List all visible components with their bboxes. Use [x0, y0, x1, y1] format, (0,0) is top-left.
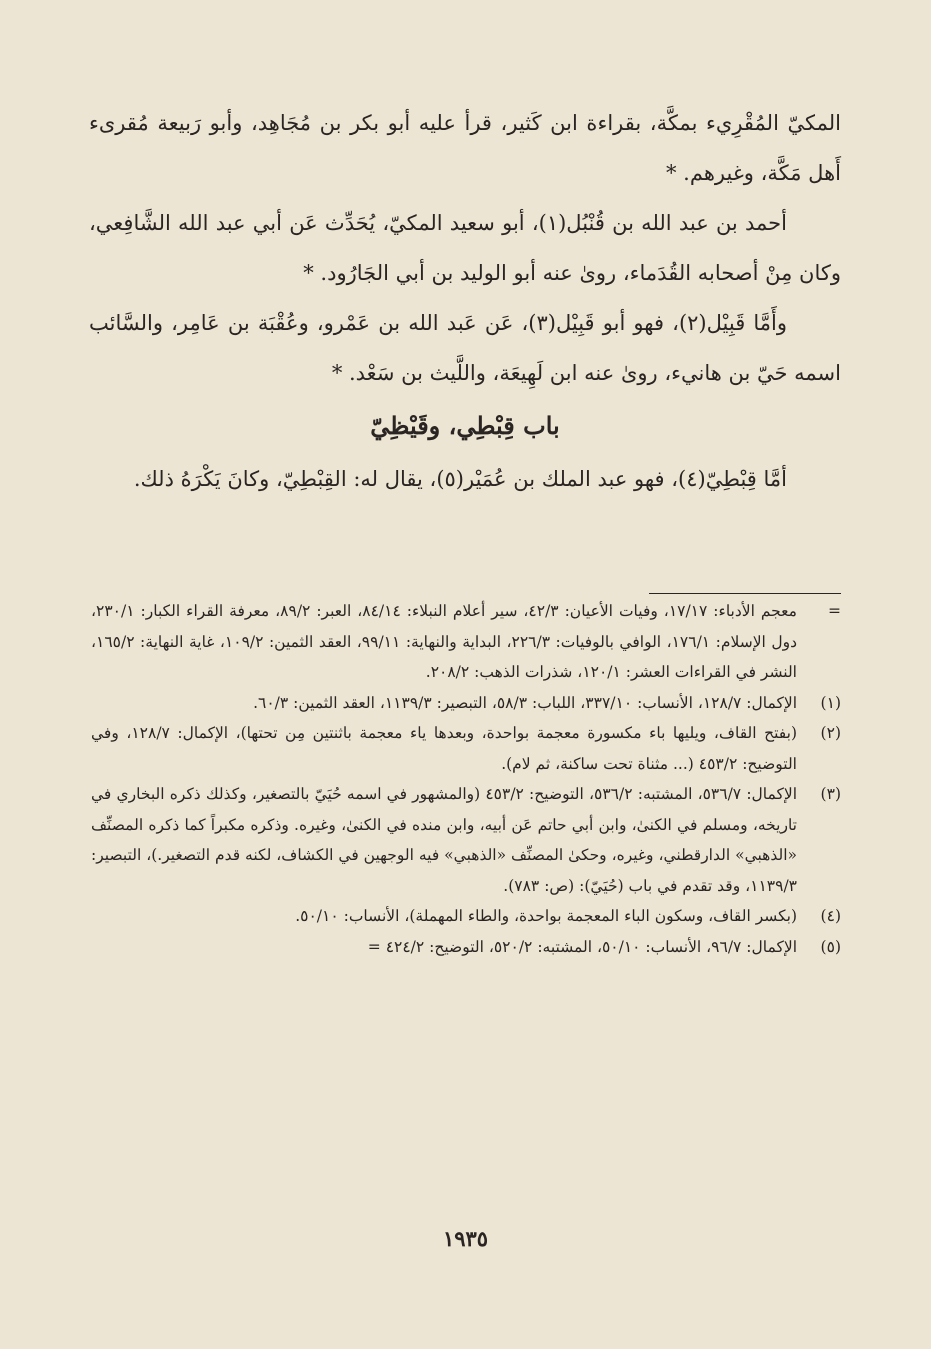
footnote-continued	[91, 596, 841, 688]
footnote-4	[91, 901, 841, 932]
footnote-1	[91, 688, 841, 719]
footnote-marker: (٣)	[820, 785, 841, 803]
footnote-2	[91, 718, 841, 779]
footnote-separator	[649, 593, 841, 594]
page-number: ١٩٣٥	[442, 1226, 489, 1251]
footnote-marker: (٤)	[820, 907, 841, 925]
footnote-marker: =	[828, 602, 841, 620]
paragraph-qabil: وأَمَّا قَبِيْل(٢)، فهو أبو قَبِيْل(٣)، عَن عَبد الله بن عَمْرو، وعُقْبَة بن عَامِر، والسَّائب اسمه حَيّ بن هانيء، روىٰ عنه ابن لَهِيعَة، واللَّيث بن سَعْد. *	[89, 311, 841, 385]
paragraph-qibti: أمَّا قِبْطِيّ(٤)، فهو عبد الملك بن عُمَيْر(٥)، يقال له: القِبْطِيّ، وكانَ يَكْرَهُ ذلك.	[133, 467, 787, 491]
footnote-text: (بكسر القاف، وسكون الباء المعجمة بواحدة، والطاء المهملة)، الأنساب: ٥٠/١٠.	[295, 907, 797, 925]
main-text	[89, 98, 841, 504]
footnote-5	[91, 932, 841, 963]
footnote-text: الإكمال: ٥٣٦/٧، المشتبه: ٥٣٦/٢، التوضيح: ٤٥٣/٢ (والمشهور في اسمه حُيَيّ بالتصغير، وكذلك ذكره البخاري في تاريخه، ومسلم في الكنىٰ، وابن أبي حاتم عَن أبيه، وابن منده في الكنىٰ، وغيره. وذكره مكبراً كما ذكره المصنِّف «الذهبي» الدارقطني، وغيره، وحكىٰ المصنِّف «الذهبي» فيه الوجهين في الكشاف، لكنه قدم التصغير.)، التبصير: ١١٣٩/٣، وقد تقدم في باب (حُيَيّ): (ص: ٧٨٣).	[91, 785, 798, 895]
paragraph-ahmad-qunbul: أحمد بن عبد الله بن قُنْبُل(١)، أبو سعيد المكيّ، يُحَدِّث عَن أبي عبد الله الشَّافِعي، وكان مِنْ أصحابه القُدَماء، روىٰ عنه أبو الوليد بن أبي الجَارُود. *	[89, 211, 841, 285]
footnote-text: الإكمال: ١٢٨/٧، الأنساب: ٣٣٧/١٠، اللباب: ٥٨/٣، التبصير: ١١٣٩/٣، العقد الثمين: ٦٠/٣.	[253, 693, 797, 712]
footnote-marker: (١)	[820, 693, 841, 712]
footnote-text: الإكمال: ٩٦/٧، الأنساب: ٥٠/١٠، المشتبه: ٥٢٠/٢، التوضيح: ٤٢٤/٢ =	[367, 937, 797, 956]
footnotes	[91, 596, 841, 962]
footnote-3	[91, 779, 841, 901]
footnote-marker: (٥)	[820, 937, 841, 956]
footnote-marker: (٢)	[820, 724, 841, 742]
section-heading: باب قِبْطِي، وقَيْظِيّ	[370, 411, 560, 440]
footnote-text: معجم الأدباء: ١٧/١٧، وفيات الأعيان: ٤٢/٣، سير أعلام النبلاء: ٨٤/١٤، العبر: ٨٩/٢، معرفة القراء الكبار: ٢٣٠/١، دول الإسلام: ١٧٦/١، الوافي بالوفيات: ٢٢٦/٣، البداية والنهاية: ٩٩/١١، العقد الثمين: ١٠٩/٢، غاية النهاية: ١٦٥/٢، النشر في القراءات العشر: ١٢٠/١، شذرات الذهب: ٢٠٨/٢.	[91, 602, 797, 681]
paragraph-continuation: المكيّ المُقْرِيء بمكَّة، بقراءة ابن كَثير، قرأ عليه أبو بكر بن مُجَاهِد، وأبو رَبيعة مُقرىء أَهل مَكَّة، وغيرهم. *	[89, 111, 841, 185]
footnote-text: (بفتح القاف، ويليها باء مكسورة معجمة بواحدة، وبعدها ياء معجمة باثنتين مِن تحتها)، الإكمال: ١٢٨/٧، وفي التوضيح: ٤٥٣/٢ (... مثناة تحت ساكنة، ثم لام).	[91, 724, 797, 773]
